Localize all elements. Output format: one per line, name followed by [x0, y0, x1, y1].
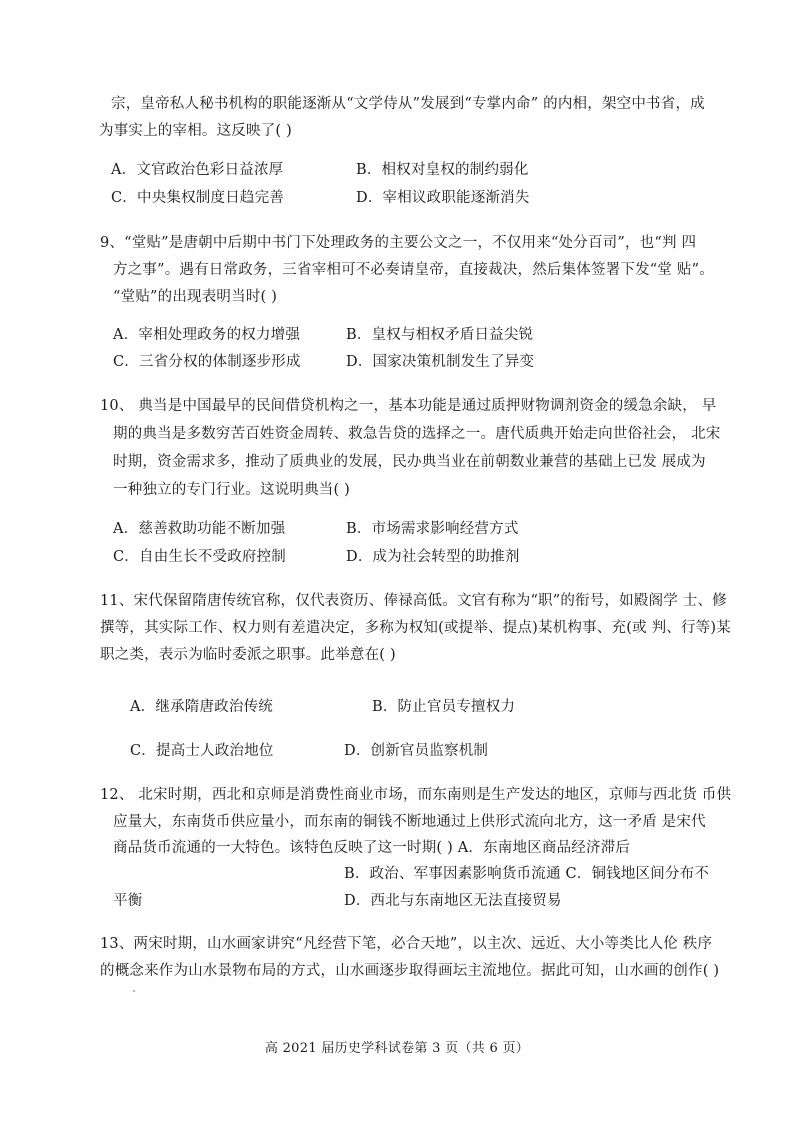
q9-option-b: B．皇权与相权矛盾日益尖锐: [346, 327, 534, 343]
q13-stem-line-2: 的概念来作为山水景物布局的方式，山水画逐步取得画坛主流地位。据此可知，山水画的创作( ): [100, 963, 720, 979]
q11-option-b: B．防止官员专擅权力: [372, 699, 516, 715]
q10-stem-line-1: 10、 典当是中国最早的民间借贷机构之一，基本功能是通过质押财物调剂资金的缓急余缺， 早: [100, 398, 717, 414]
q11-stem-line-1: 11、宋代保留隋唐传统官称，仅代表资历、俸禄高低。文官有称为“职”的衔号，如殿阁学 士、修: [100, 593, 727, 609]
q11-stem-line-2: 撰等，其实际工作、权力则有差遣决定，多称为权知(或提举、提点)某机构事、充(或 判、行等)某: [100, 620, 731, 636]
q12-stem-line-5-left: 平衡: [113, 893, 143, 909]
q11-stem-line-3: 职之类，表示为临时委派之职事。此举意在( ): [100, 647, 396, 663]
q10-option-c: C．自由生长不受政府控制: [113, 549, 286, 565]
q9-option-c: C．三省分权的体制逐步形成: [113, 354, 301, 370]
q8-stem-line-2: 为事实上的宰相。这反映了( ): [99, 123, 292, 139]
q9-option-a: A．宰相处理政务的权力增强: [113, 327, 301, 343]
q9-stem-line-3: “堂贴”的出现表明当时( ): [113, 289, 278, 305]
q12-stem-line-3: 商品货币流通的一大特色。该特色反映了这一时期( ) A．东南地区商品经济滞后: [113, 840, 631, 856]
q9-option-d: D．国家决策机制发生了异变: [346, 354, 535, 370]
q10-option-d: D．成为社会转型的助推剂: [346, 549, 520, 565]
scan-speck: [133, 990, 135, 992]
q11-option-c: C．提高士人政治地位: [130, 743, 274, 759]
q12-option-d: D．西北与东南地区无法直接贸易: [344, 893, 562, 909]
q12-stem-line-1: 12、 北宋时期，西北和京师是消费性商业市场，而东南则是生产发达的地区，京师与西北货 币供: [100, 787, 732, 803]
q8-option-c: C．中央集权制度日趋完善: [111, 190, 284, 206]
q11-option-a: A．继承隋唐政治传统: [130, 699, 273, 715]
q12-stem-line-4: B．政治、军事因素影响货币流通 C．铜钱地区间分布不: [344, 866, 710, 882]
q12-stem-line-2: 应量大，东南货币供应量小，而东南的铜钱不断地通过上供形式流向北方，这一矛盾 是宋代: [113, 814, 706, 830]
q10-option-a: A．慈善救助功能不断加强: [113, 521, 286, 537]
page-footer: 高 2021 届历史学科试卷第 3 页（共 6 页）: [264, 1041, 530, 1056]
q13-stem-line-1: 13、两宋时期，山水画家讲究“凡经营下笔，必合天地”，以主次、远近、大小等类比人伦 秩序: [100, 936, 713, 952]
q9-stem-line-2: 方之事”。遇有日常政务，三省宰相可不必奏请皇帝，直接裁决，然后集体签署下发“堂 贴”。: [113, 262, 714, 278]
q9-stem-line-1: 9、“堂贴”是唐朝中后期中书门下处理政务的主要公文之一，不仅用来“处分百司”，也“判 四: [100, 235, 697, 251]
q8-option-d: D．宰相议政职能逐渐消失: [356, 190, 530, 206]
q10-stem-line-2: 期的典当是多数穷苦百姓资金周转、救急告贷的选择之一。唐代质典开始走向世俗社会， 北宋: [113, 426, 721, 442]
q10-stem-line-4: 一种独立的专门行业。这说明典当( ): [113, 482, 351, 498]
q8-stem-line-1: 宗，皇帝私人秘书机构的职能逐渐从“文学侍从”发展到“专掌内命” 的内相，架空中书省，成: [111, 96, 705, 112]
q10-option-b: B．市场需求影响经营方式: [346, 521, 519, 537]
q8-option-a: A．文官政治色彩日益浓厚: [111, 162, 284, 178]
q8-option-b: B．相权对皇权的制约弱化: [356, 162, 529, 178]
q11-option-d: D．创新官员监察机制: [344, 743, 489, 759]
q10-stem-line-3: 时期，资金需求多，推动了质典业的发展，民办典当业在前朝数业兼营的基础上已发 展成为: [113, 454, 706, 470]
